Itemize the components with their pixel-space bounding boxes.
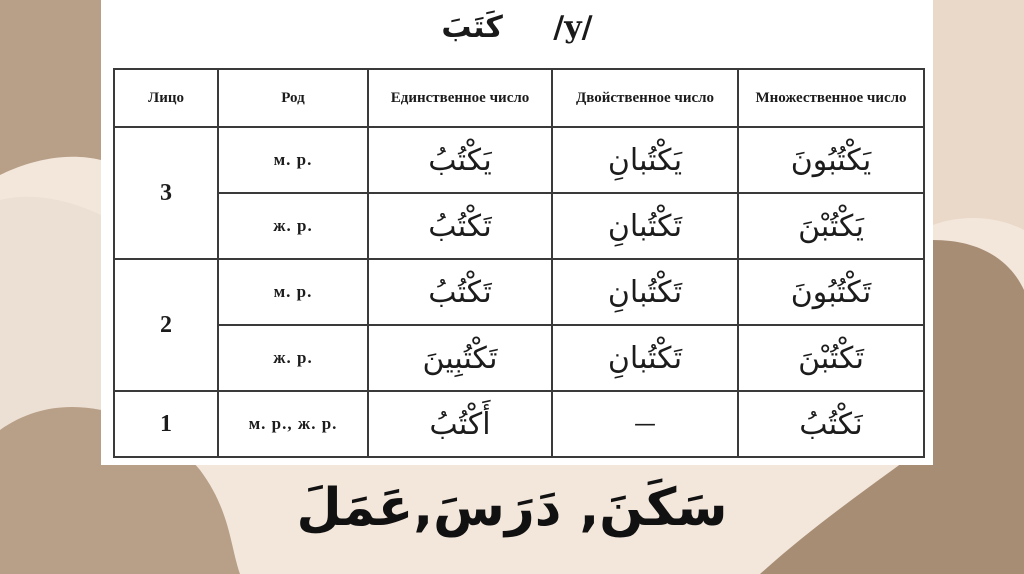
person-cell: 1 <box>114 391 218 457</box>
dual-cell: تَكْتُبانِ <box>552 325 738 391</box>
table-row <box>114 325 924 391</box>
singular-cell: أَكْتُبُ <box>368 391 552 457</box>
singular-cell: تَكْتُبِينَ <box>368 325 552 391</box>
table-header-row <box>114 69 924 127</box>
gender-cell: ж. р. <box>218 193 368 259</box>
person-cell: 3 <box>114 127 218 259</box>
plural-cell: يَكْتُبْنَ <box>738 193 924 259</box>
gender-cell: м. р. <box>218 259 368 325</box>
table-row <box>114 391 924 457</box>
dual-cell: تَكْتُبانِ <box>552 193 738 259</box>
example-verbs: سَكَنَ, دَرَسَ,عَمَلَ <box>296 478 728 538</box>
plural-cell: تَكْتُبْنَ <box>738 325 924 391</box>
singular-cell: تَكْتُبُ <box>368 259 552 325</box>
dual-cell: يَكْتُبانِ <box>552 127 738 193</box>
dual-cell: — <box>552 391 738 457</box>
conjugation-card <box>101 0 933 465</box>
bg-shape-top-left <box>0 0 101 175</box>
singular-cell: يَكْتُبُ <box>368 127 552 193</box>
gender-cell: м. р. <box>218 127 368 193</box>
gender-cell: м. р., ж. р. <box>218 391 368 457</box>
header-dual: Двойственное число <box>552 69 738 127</box>
header-person: Лицо <box>114 69 218 127</box>
person-cell: 2 <box>114 259 218 391</box>
table-row <box>114 259 924 325</box>
plural-cell: نَكْتُبُ <box>738 391 924 457</box>
table-row <box>114 193 924 259</box>
verb-heading <box>101 10 933 60</box>
verb-root: كَتَبَ <box>441 10 503 45</box>
table-row <box>114 127 924 193</box>
plural-cell: تَكْتُبُونَ <box>738 259 924 325</box>
header-plural: Множественное число <box>738 69 924 127</box>
bg-shape-right-light <box>933 0 1024 230</box>
prefix-letter: /y/ <box>553 10 593 45</box>
conjugation-table <box>113 68 925 458</box>
plural-cell: يَكْتُبُونَ <box>738 127 924 193</box>
singular-cell: تَكْتُبُ <box>368 193 552 259</box>
header-gender: Род <box>218 69 368 127</box>
gender-cell: ж. р. <box>218 325 368 391</box>
header-singular: Единственное число <box>368 69 552 127</box>
dual-cell: تَكْتُبانِ <box>552 259 738 325</box>
